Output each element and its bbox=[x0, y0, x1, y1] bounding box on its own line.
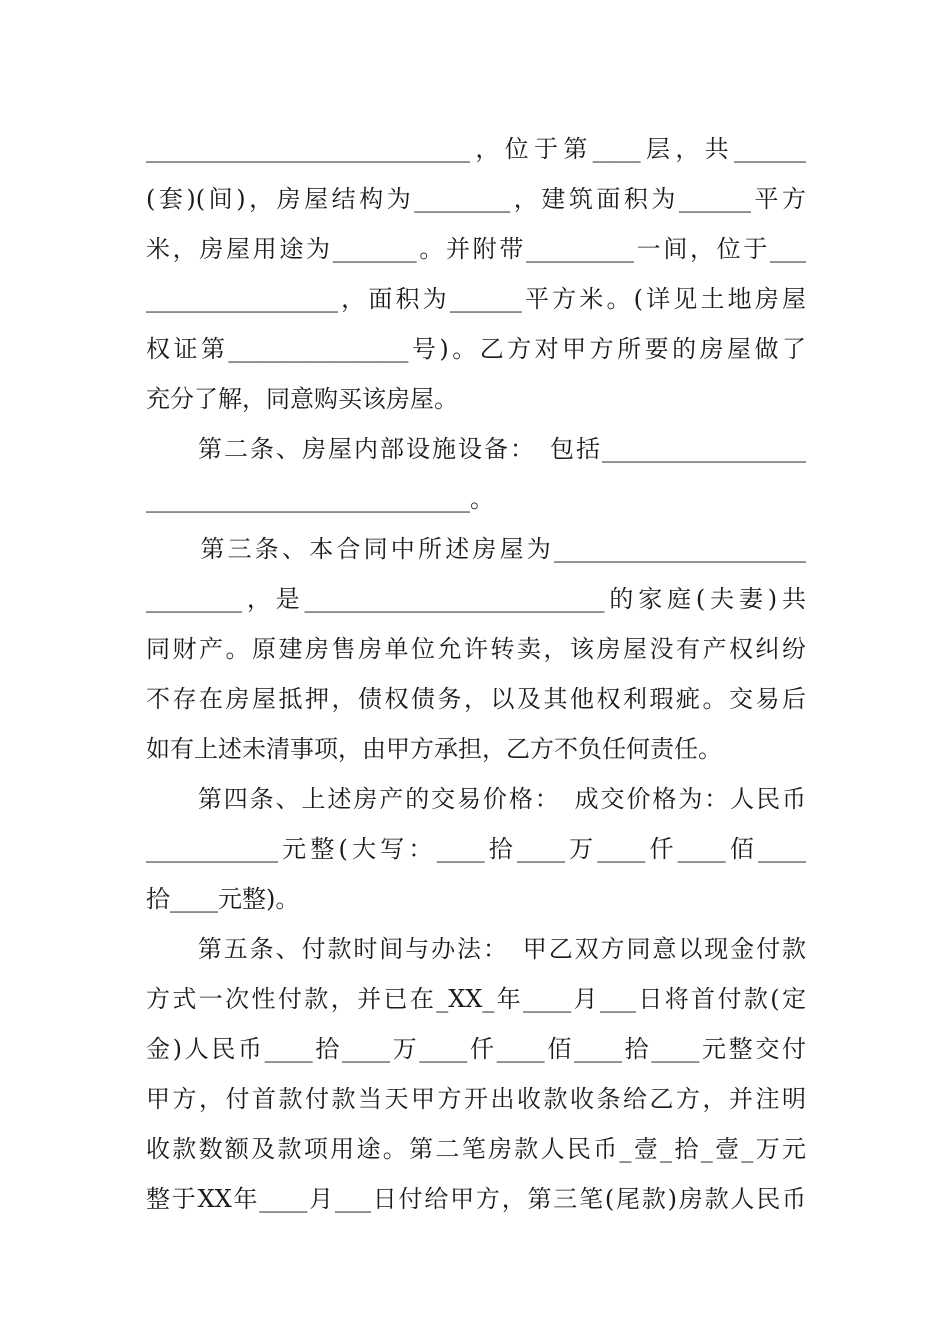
text-line: ________________，面积为______平方米。(详见土地房屋 bbox=[146, 285, 806, 313]
text-line: 方式一次性付款，并已在_XX_年____月___日将首付款(定 bbox=[146, 985, 806, 1013]
text-line: 同财产。原建房售房单位允许转卖，该房屋没有产权纠纷 bbox=[146, 635, 806, 663]
text-line: 金)人民币____拾____万____仟____佰____拾____元整交付 bbox=[146, 1035, 806, 1063]
text-line: 权证第_______________号)。乙方对甲方所要的房屋做了 bbox=[146, 335, 806, 363]
clause-4-line: 第四条、上述房产的交易价格： 成交价格为：人民币 bbox=[146, 785, 806, 813]
text-line: ________，是_________________________的家庭(夫妻)共 bbox=[146, 585, 806, 613]
clause-5-line: 第五条、付款时间与办法： 甲乙双方同意以现金付款 bbox=[146, 935, 806, 963]
text-line: 拾____元整)。 bbox=[146, 885, 300, 913]
contract-page bbox=[146, 124, 806, 1224]
text-line: ___________________________。 bbox=[146, 485, 494, 513]
text-line: (套)(间)，房屋结构为________，建筑面积为______平方 bbox=[146, 185, 806, 213]
text-line: ___________________________，位于第____层，共______ bbox=[146, 135, 806, 163]
text-line: ___________元整(大写：____拾____万____仟____佰____ bbox=[146, 835, 806, 863]
clause-3-line: 第三条、本合同中所述房屋为_____________________ bbox=[146, 535, 806, 563]
text-line: 收款数额及款项用途。第二笔房款人民币_壹_拾_壹_万元 bbox=[146, 1135, 806, 1163]
text-line: 充分了解，同意购买该房屋。 bbox=[146, 385, 458, 413]
text-line: 甲方，付首款付款当天甲方开出收款收条给乙方，并注明 bbox=[146, 1085, 806, 1113]
text-line: 不存在房屋抵押，债权债务，以及其他权利瑕疵。交易后 bbox=[146, 685, 806, 713]
clause-2-line: 第二条、房屋内部设施设备： 包括_________________ bbox=[146, 435, 806, 463]
text-line: 整于XX年____月___日付给甲方，第三笔(尾款)房款人民币 bbox=[146, 1185, 806, 1213]
text-line: 如有上述未清事项，由甲方承担，乙方不负任何责任。 bbox=[146, 735, 722, 763]
text-line: 米，房屋用途为_______。并附带_________一间，位于___ bbox=[146, 235, 806, 263]
